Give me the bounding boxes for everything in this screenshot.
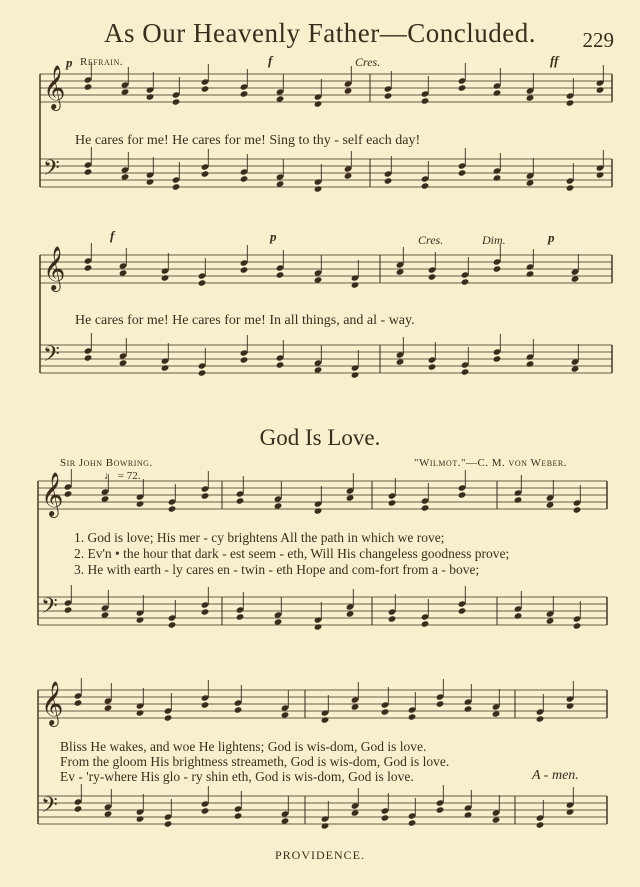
- note-head: [84, 83, 93, 90]
- page-title: As Our Heavenly Father—Concluded.: [104, 18, 536, 48]
- note-head: [421, 620, 430, 627]
- note-head: [461, 368, 470, 375]
- note-head: [428, 273, 437, 280]
- dynamic-fortissimo: ff: [550, 53, 559, 68]
- page-number: 229: [582, 28, 614, 52]
- note-head: [514, 496, 523, 503]
- note-head: [566, 702, 575, 709]
- note-head: [381, 708, 390, 715]
- note-head: [240, 356, 249, 363]
- dynamic-forte: f: [110, 228, 115, 243]
- treble-clef-icon: 𝄞: [41, 681, 64, 725]
- note-head: [234, 706, 243, 713]
- note-head: [146, 93, 155, 100]
- dynamic-forte: f: [268, 53, 273, 68]
- note-head: [236, 497, 245, 504]
- footer-tune-name: PROVIDENCE.: [274, 848, 365, 862]
- note-head: [384, 177, 393, 184]
- note-head: [526, 179, 535, 186]
- note-head: [381, 814, 390, 821]
- amen-label: A - men.: [532, 768, 579, 783]
- note-head: [240, 175, 249, 182]
- note-head: [172, 98, 181, 105]
- note-head: [493, 265, 502, 272]
- note-head: [421, 97, 430, 104]
- note-head: [274, 618, 283, 625]
- note-head: [514, 612, 523, 619]
- note-head: [536, 715, 545, 722]
- refrain-label: Refrain.: [80, 56, 123, 68]
- note-head: [421, 504, 430, 511]
- note-head: [314, 507, 323, 514]
- dynamic-piano: p: [66, 55, 73, 70]
- note-head: [464, 811, 473, 818]
- note-head: [526, 360, 535, 367]
- note-head: [121, 173, 130, 180]
- note-head: [436, 806, 445, 813]
- hymn-tune: "Wilmot."—C. M. von Weber.: [414, 457, 568, 469]
- note-head: [314, 276, 323, 283]
- note-head: [458, 84, 467, 91]
- note-head: [408, 819, 417, 826]
- note-head: [571, 365, 580, 372]
- note-head: [351, 703, 360, 710]
- note-head: [276, 271, 285, 278]
- treble-clef-icon: 𝄞: [43, 246, 66, 290]
- note-head: [274, 502, 283, 509]
- note-head: [384, 92, 393, 99]
- lyrics-line: He cares for me! He cares for me! In all things, and al - way.: [75, 313, 415, 328]
- note-head: [351, 281, 360, 288]
- note-head: [546, 617, 555, 624]
- crescendo-mark: Cres.: [418, 233, 444, 247]
- note-head: [388, 499, 397, 506]
- note-head: [74, 805, 83, 812]
- note-head: [104, 704, 113, 711]
- note-head: [526, 94, 535, 101]
- lyrics-line: He cares for me! He cares for me! Sing to thy - self each day!: [75, 133, 421, 148]
- note-head: [101, 495, 110, 502]
- note-head: [321, 716, 330, 723]
- note-head: [314, 185, 323, 192]
- verse-line-3b: Ev - 'ry-where His glo - ry shin eth, God is wis-dom, God is love.: [60, 769, 414, 784]
- note-head: [172, 183, 181, 190]
- verse-line-2a: 2. Ev'n • the hour that dark - est seem - eth, Will His changeless goodness prove;: [74, 546, 510, 561]
- note-head: [566, 808, 575, 815]
- verse-line-3a: 3. He with earth - ly cares en - twin - eth Hope and com-fort from a - bove;: [74, 562, 480, 577]
- note-head: [64, 606, 73, 613]
- note-head: [84, 354, 93, 361]
- note-head: [546, 501, 555, 508]
- note-head: [101, 611, 110, 618]
- note-head: [164, 820, 173, 827]
- note-head: [314, 366, 323, 373]
- note-head: [198, 279, 207, 286]
- note-head: [276, 361, 285, 368]
- note-head: [566, 184, 575, 191]
- note-head: [198, 369, 207, 376]
- note-head: [136, 709, 145, 716]
- note-head: [84, 264, 93, 271]
- note-head: [458, 491, 467, 498]
- note-head: [388, 615, 397, 622]
- note-head: [351, 809, 360, 816]
- verse-line-1b: Bliss He wakes, and woe He lightens; God is wis-dom, God is love.: [60, 739, 427, 754]
- note-head: [161, 364, 170, 371]
- note-head: [536, 821, 545, 828]
- diminuendo-mark: Dim.: [482, 233, 506, 247]
- note-head: [201, 807, 210, 814]
- bass-clef-icon: 𝄢: [41, 793, 58, 823]
- note-head: [240, 90, 249, 97]
- note-head: [281, 711, 290, 718]
- note-head: [436, 700, 445, 707]
- note-head: [428, 363, 437, 370]
- note-head: [119, 269, 128, 276]
- note-head: [314, 623, 323, 630]
- note-head: [201, 701, 210, 708]
- note-head: [84, 168, 93, 175]
- note-head: [493, 89, 502, 96]
- note-head: [461, 278, 470, 285]
- note-head: [314, 100, 323, 107]
- note-head: [281, 817, 290, 824]
- treble-clef-icon: 𝄞: [41, 472, 64, 516]
- note-head: [201, 608, 210, 615]
- note-head: [493, 355, 502, 362]
- note-head: [571, 275, 580, 282]
- note-head: [344, 172, 353, 179]
- note-head: [573, 506, 582, 513]
- verse-line-2b: From the gloom His brightness streameth, God is wis-dom, God is love.: [60, 754, 450, 769]
- bass-clef-icon: 𝄢: [43, 342, 60, 372]
- note-head: [458, 607, 467, 614]
- hymn-author: Sir John Bowring.: [60, 457, 153, 469]
- note-head: [526, 270, 535, 277]
- note-head: [64, 490, 73, 497]
- note-head: [346, 610, 355, 617]
- note-head: [234, 812, 243, 819]
- note-head: [201, 492, 210, 499]
- note-head: [201, 170, 210, 177]
- note-head: [168, 621, 177, 628]
- note-head: [421, 182, 430, 189]
- note-head: [396, 268, 405, 275]
- note-head: [492, 816, 501, 823]
- note-head: [276, 180, 285, 187]
- note-head: [146, 178, 155, 185]
- tempo-marking: ♩ = 72.: [104, 470, 141, 482]
- note-head: [136, 616, 145, 623]
- note-head: [136, 815, 145, 822]
- note-head: [201, 85, 210, 92]
- note-head: [396, 358, 405, 365]
- note-head: [464, 705, 473, 712]
- note-head: [104, 810, 113, 817]
- note-head: [566, 99, 575, 106]
- dynamic-piano: p: [548, 230, 555, 245]
- note-head: [74, 699, 83, 706]
- note-head: [136, 500, 145, 507]
- note-head: [573, 622, 582, 629]
- note-head: [276, 95, 285, 102]
- dynamic-piano: p: [270, 229, 277, 244]
- note-head: [492, 710, 501, 717]
- note-head: [121, 88, 130, 95]
- note-head: [164, 714, 173, 721]
- note-head: [119, 359, 128, 366]
- note-head: [596, 86, 605, 93]
- note-head: [351, 371, 360, 378]
- bass-clef-icon: 𝄢: [43, 156, 60, 186]
- hymn-title: God Is Love.: [259, 425, 381, 450]
- note-head: [240, 266, 249, 273]
- note-head: [168, 505, 177, 512]
- note-head: [161, 274, 170, 281]
- bass-clef-icon: 𝄢: [41, 594, 58, 624]
- note-head: [493, 174, 502, 181]
- note-head: [346, 494, 355, 501]
- note-head: [458, 169, 467, 176]
- note-head: [344, 87, 353, 94]
- crescendo-mark: Cres.: [355, 55, 381, 69]
- treble-clef-icon: 𝄞: [43, 65, 66, 109]
- note-head: [321, 822, 330, 829]
- note-head: [408, 713, 417, 720]
- verse-line-1a: 1. God is love; His mer - cy brightens All the path in which we rove;: [74, 530, 445, 545]
- note-head: [596, 171, 605, 178]
- note-head: [236, 613, 245, 620]
